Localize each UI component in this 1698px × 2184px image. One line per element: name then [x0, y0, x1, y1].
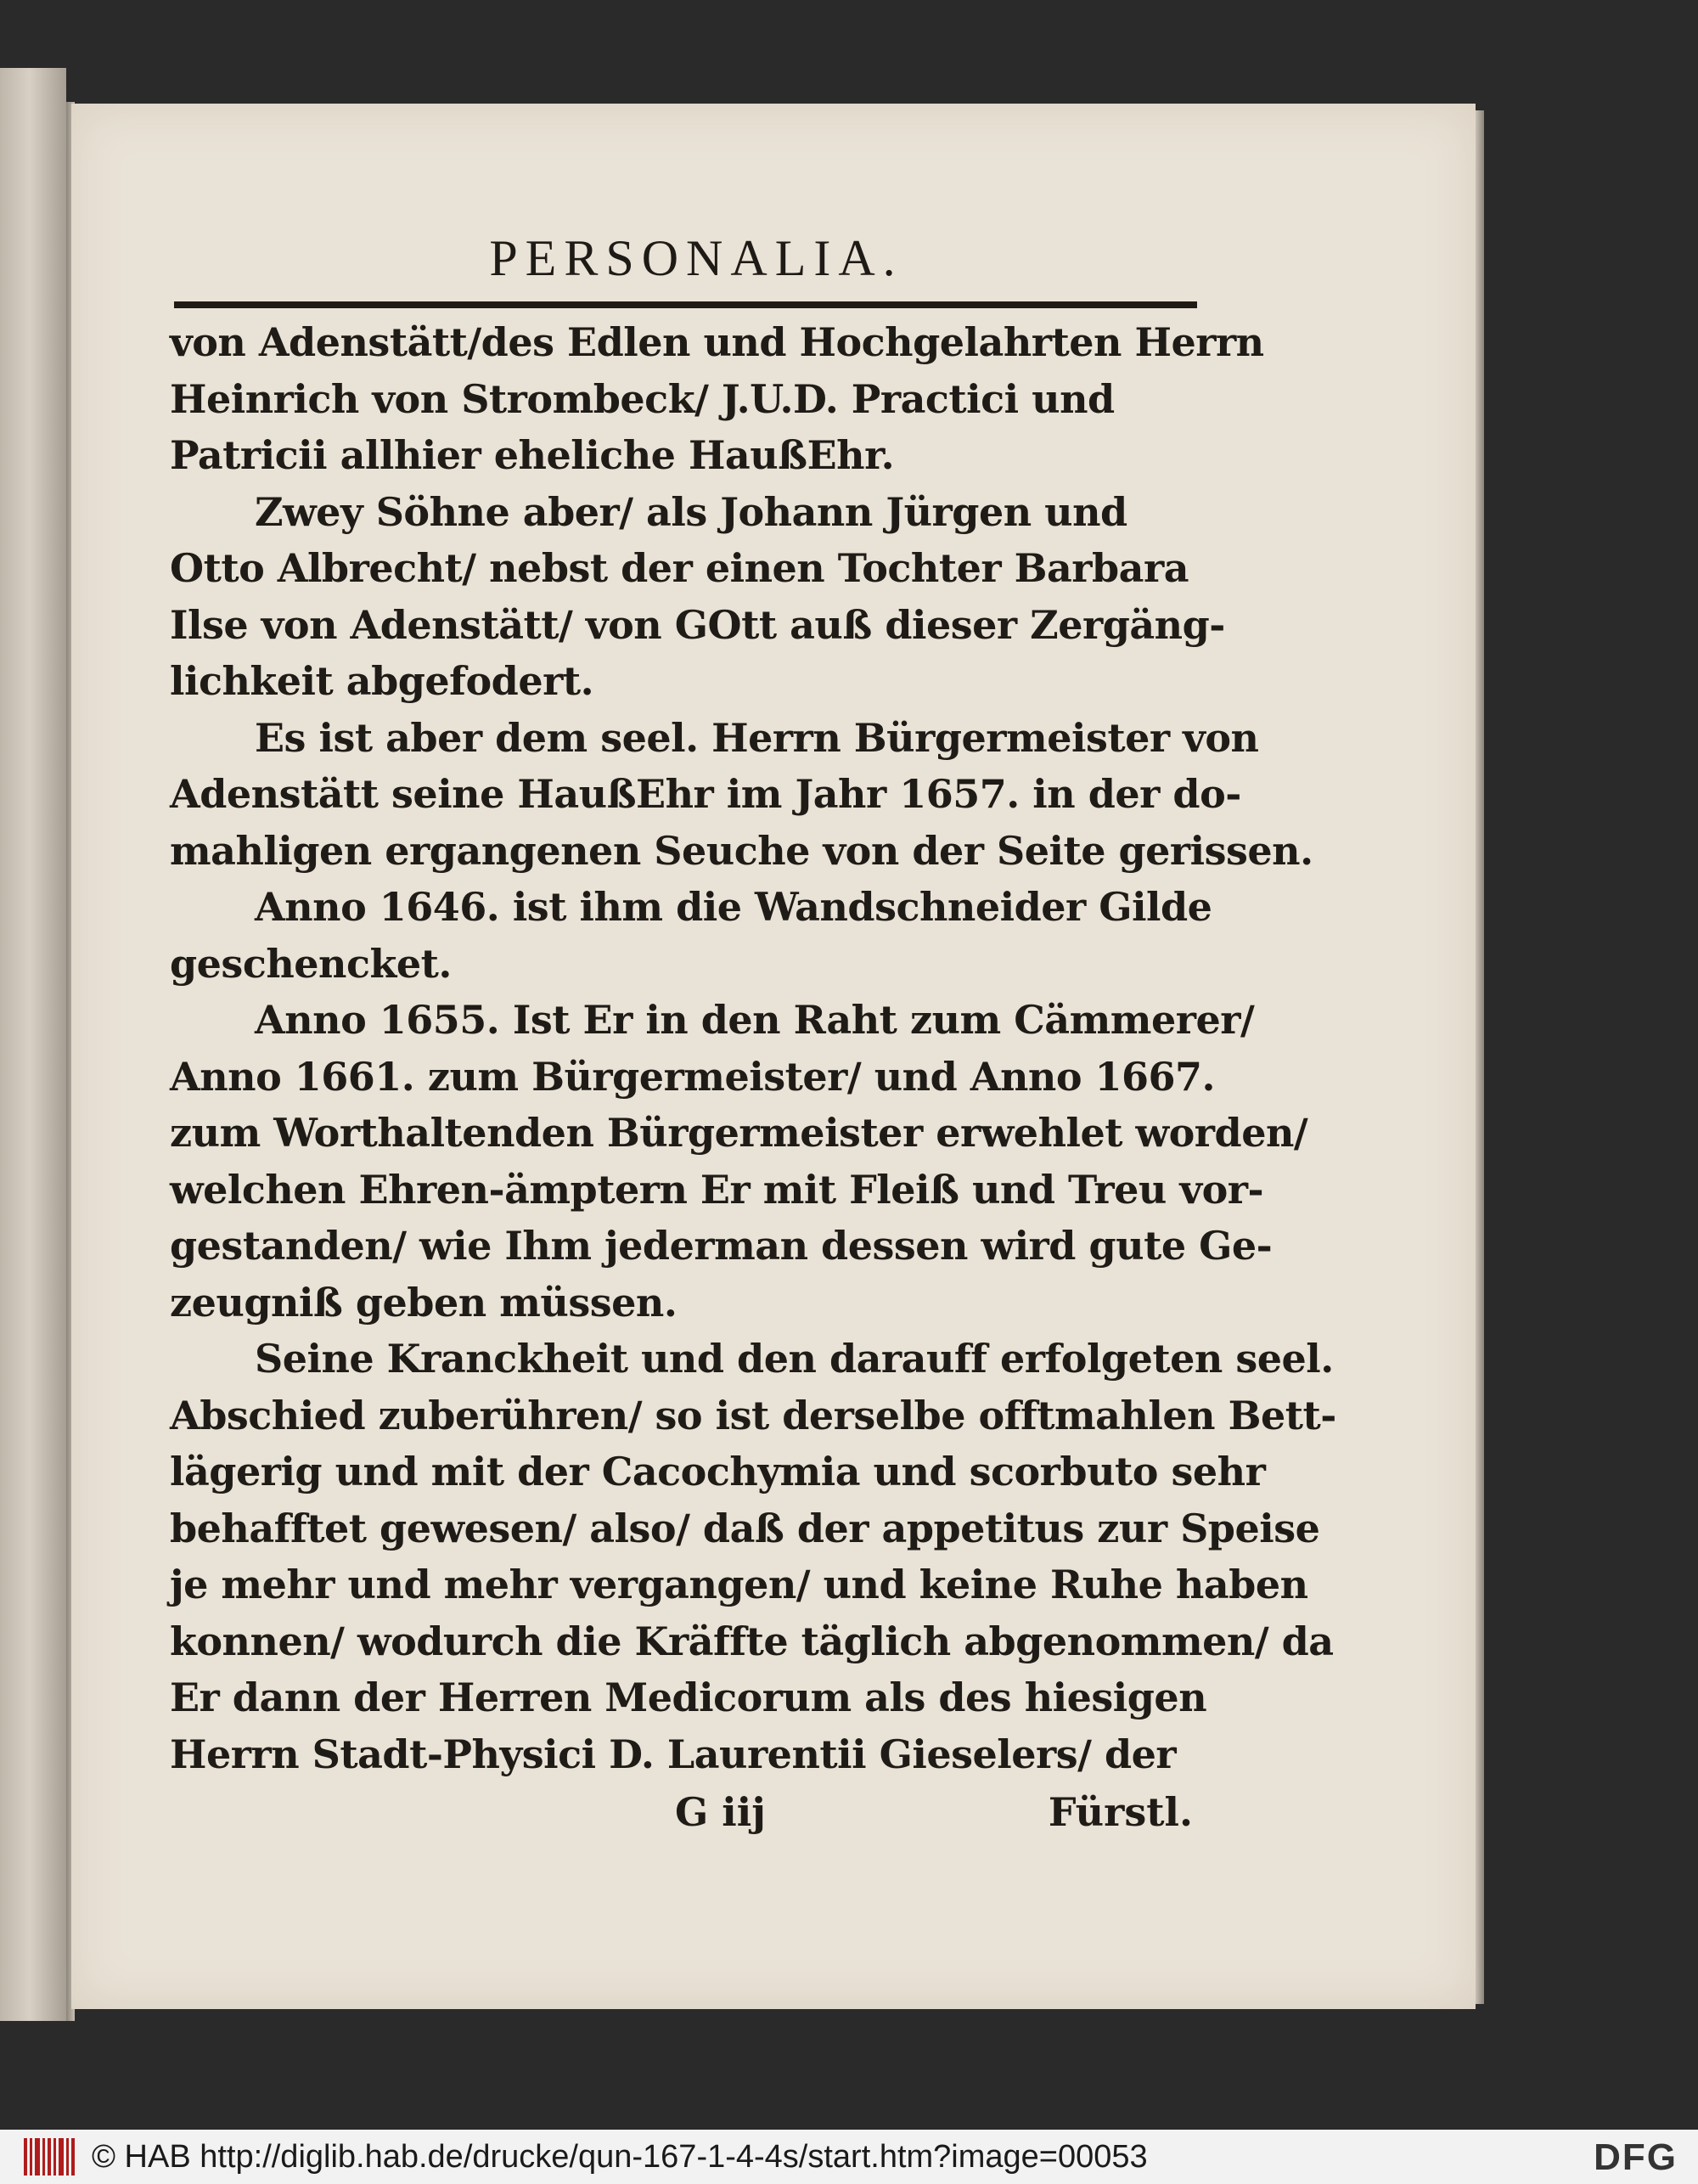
catchword: Fürstl.	[1048, 1789, 1193, 1835]
text-line: mahligen ergangenen Seuche von der Seite gerissen.	[170, 827, 1313, 874]
text-line: Ilse von Adenstätt/ von GOtt auß dieser Zergäng-	[170, 601, 1225, 648]
text-line: Patricii allhier eheliche HaußEhr.	[170, 432, 895, 478]
signature-mark: G iij	[675, 1789, 766, 1835]
text-line: Er dann der Herren Medicorum als des hiesigen	[170, 1675, 1207, 1720]
text-line: Otto Albrecht/ nebst der einen Tochter Barbara	[170, 545, 1189, 591]
text-line: Zwey Söhne aber/ als Johann Jürgen und	[255, 488, 1127, 535]
text-line: behafftet gewesen/ also/ daß der appetitus zur Speise	[170, 1505, 1320, 1551]
dfg-logo: DFG	[1594, 2136, 1678, 2178]
text-line: Seine Kranckheit und den darauff erfolgeten seel.	[255, 1336, 1334, 1382]
text-line: geschencket.	[170, 940, 452, 987]
text-line: Anno 1661. zum Bürgermeister/ und Anno 1667.	[170, 1053, 1216, 1100]
text-line: zeugniß geben müssen.	[170, 1279, 678, 1326]
text-line: Herrn Stadt-Physici D. Laurentii Gieselers/ der	[170, 1731, 1177, 1777]
text-line: gestanden/ wie Ihm jederman dessen wird gute Ge-	[170, 1223, 1273, 1269]
text-line: je mehr und mehr vergangen/ und keine Ruhe haben	[170, 1562, 1308, 1607]
text-line: Es ist aber dem seel. Herrn Bürgermeister von	[255, 714, 1259, 761]
text-line: zum Worthaltenden Bürgermeister erwehlet worden/	[170, 1110, 1308, 1156]
head-rule	[174, 301, 1197, 308]
text-line: Adenstätt seine HaußEhr im Jahr 1657. in der do-	[170, 771, 1241, 817]
text-line: Heinrich von Strombeck/ J.U.D. Practici und	[170, 375, 1115, 422]
text-line: lägerig und mit der Cacochymia und scorbuto sehr	[170, 1449, 1266, 1494]
text-line: welchen Ehren-ämptern Er mit Fleiß und Treu vor-	[170, 1166, 1264, 1213]
text-line: konnen/ wodurch die Kräffte täglich abgenommen/ da	[170, 1618, 1334, 1664]
previous-page-edge	[0, 68, 66, 2021]
text-line: Abschied zuberühren/ so ist derselbe offtmahlen Bett-	[170, 1392, 1336, 1438]
text-line: Anno 1646. ist ihm die Wandschneider Gilde	[255, 884, 1212, 930]
text-line: Anno 1655. Ist Er in den Raht zum Cämmerer/	[255, 997, 1255, 1043]
page-stack-edge	[1476, 110, 1484, 2004]
hab-barcode-icon	[24, 2138, 75, 2176]
text-line: lichkeit abgefodert.	[170, 658, 594, 704]
text-line: von Adenstätt/des Edlen und Hochgelahrten Herrn	[170, 319, 1264, 365]
page-footer	[170, 1782, 1201, 1842]
body-text	[170, 314, 1336, 1842]
credit-bar	[0, 2130, 1698, 2184]
credit-link[interactable]: © HAB http://diglib.hab.de/drucke/qun-167-1-4-4s/start.htm?image=00053	[92, 2138, 1148, 2175]
running-head: PERSONALIA.	[489, 230, 903, 286]
